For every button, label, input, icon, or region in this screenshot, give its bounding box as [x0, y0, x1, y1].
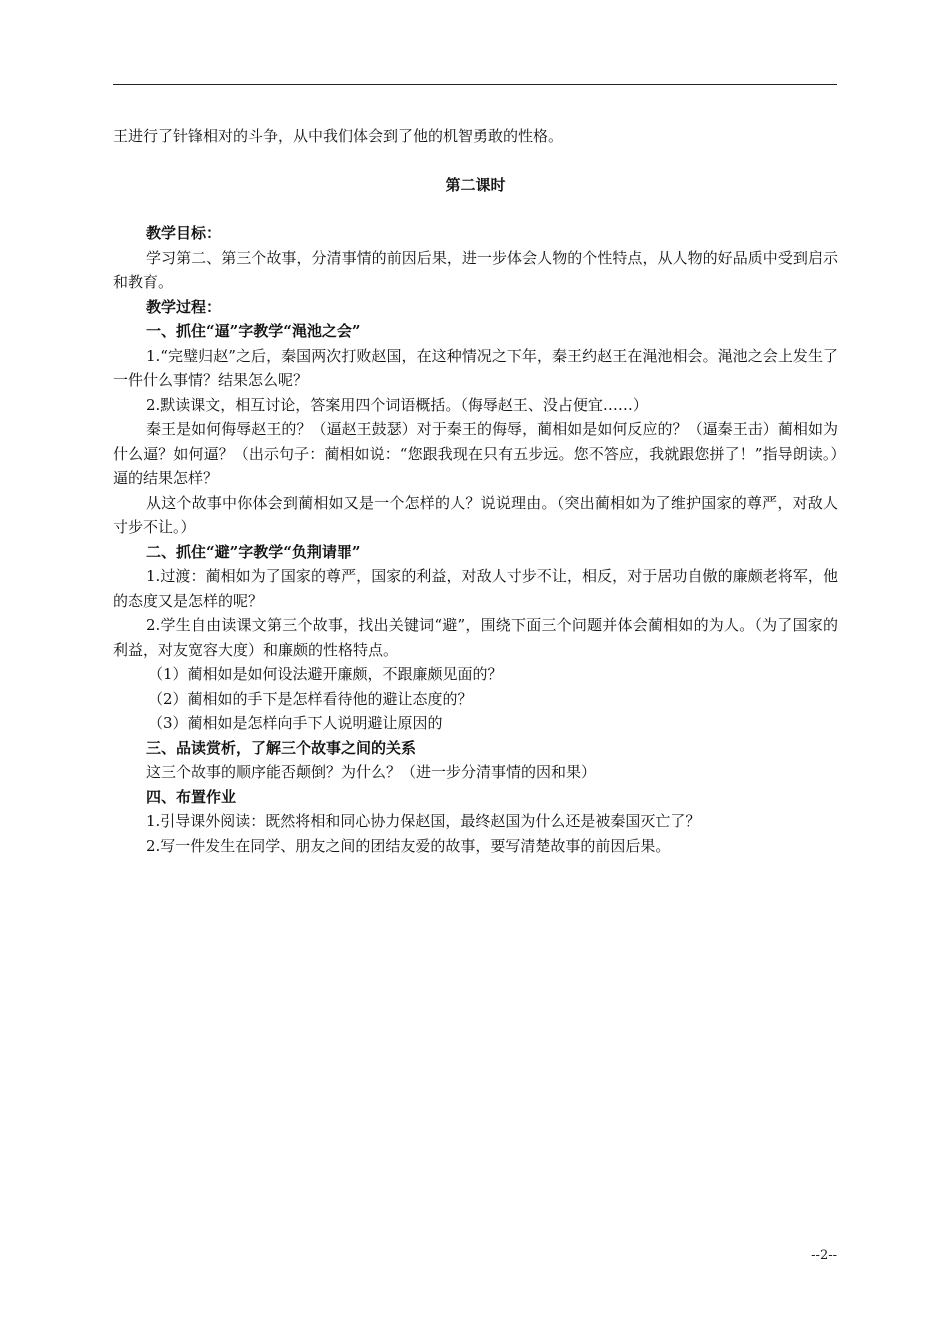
continued-paragraph: 王进行了针锋相对的斗争，从中我们体会到了他的机智勇敢的性格。	[113, 127, 564, 145]
section-2-question-1: （1）蔺相如是如何设法避开廉颇，不跟廉颇见面的？	[148, 665, 503, 683]
section-1-paragraph-3: 秦王是如何侮辱赵王的？（逼赵王鼓瑟）对于秦王的侮辱，蔺相如是如何反应的？（逼秦王击）蔺相如为什么逼？如何逼？（出示句子：蔺相如说：“您跟我现在只有五步远。您不答应，我就跟您拼了！”指导朗读。）逼的结果怎样？	[113, 420, 838, 487]
section-2-paragraph-2: 2.学生自由读课文第三个故事，找出关键词“避”，围绕下面三个问题并体会蔺相如的为人。（为了国家的利益，对友宽容大度）和廉颇的性格特点。	[113, 616, 838, 659]
section-4-paragraph-2: 2.写一件发生在同学、朋友之间的团结友爱的故事，要写清楚故事的前因后果。	[146, 836, 671, 855]
section-3-heading: 三、品读赏析，了解三个故事之间的关系	[146, 738, 417, 757]
goal-heading: 教学目标：	[146, 224, 222, 242]
section-1-paragraph-2: 2.默读课文，相互讨论，答案用四个词语概括。（侮辱赵王、没占便宜……）	[146, 395, 648, 414]
section-1-paragraph-1: 1.“完璧归赵”之后，秦国两次打败赵国，在这种情况之下年，秦王约赵王在渑池相会。渑池之会上发生了一件什么事情？结果怎么呢？	[113, 346, 838, 389]
section-1-paragraph-4: 从这个故事中你体会到蔺相如又是一个怎样的人？说说理由。（突出蔺相如为了维护国家的尊严，对敌人寸步不让。）	[113, 493, 838, 536]
section-2-question-3: （3）蔺相如是怎样向手下人说明避让原因的	[148, 714, 443, 732]
lesson-title: 第二课时	[445, 175, 506, 194]
section-4-paragraph-1: 1.引导课外阅读：既然将相和同心协力保赵国，最终赵国为什么还是被秦国灭亡了？	[146, 812, 701, 830]
section-2-heading: 二、抓住“避”字教学“负荆请罪”	[146, 542, 361, 561]
document-body	[113, 124, 838, 858]
section-2-paragraph-1: 1.过渡：蔺相如为了国家的尊严，国家的利益，对敌人寸步不让，相反，对于居功自傲的廉颇老将军，他的态度又是怎样的呢？	[113, 567, 838, 610]
section-1-heading: 一、抓住“逼”字教学“渑池之会”	[146, 322, 361, 340]
page-number: --2--	[811, 1248, 837, 1263]
section-2-question-2: （2）蔺相如的手下是怎样看待他的避让态度的？	[148, 689, 473, 708]
process-heading: 教学过程：	[146, 297, 222, 316]
section-3-paragraph-1: 这三个故事的顺序能否颠倒？为什么？（进一步分清事情的因和果）	[146, 763, 597, 781]
goal-text: 学习第二、第三个故事，分清事情的前因后果，进一步体会人物的个性特点，从人物的好品质中受到启示和教育。	[113, 248, 838, 291]
header-rule	[113, 84, 837, 85]
section-4-heading: 四、布置作业	[146, 787, 237, 806]
